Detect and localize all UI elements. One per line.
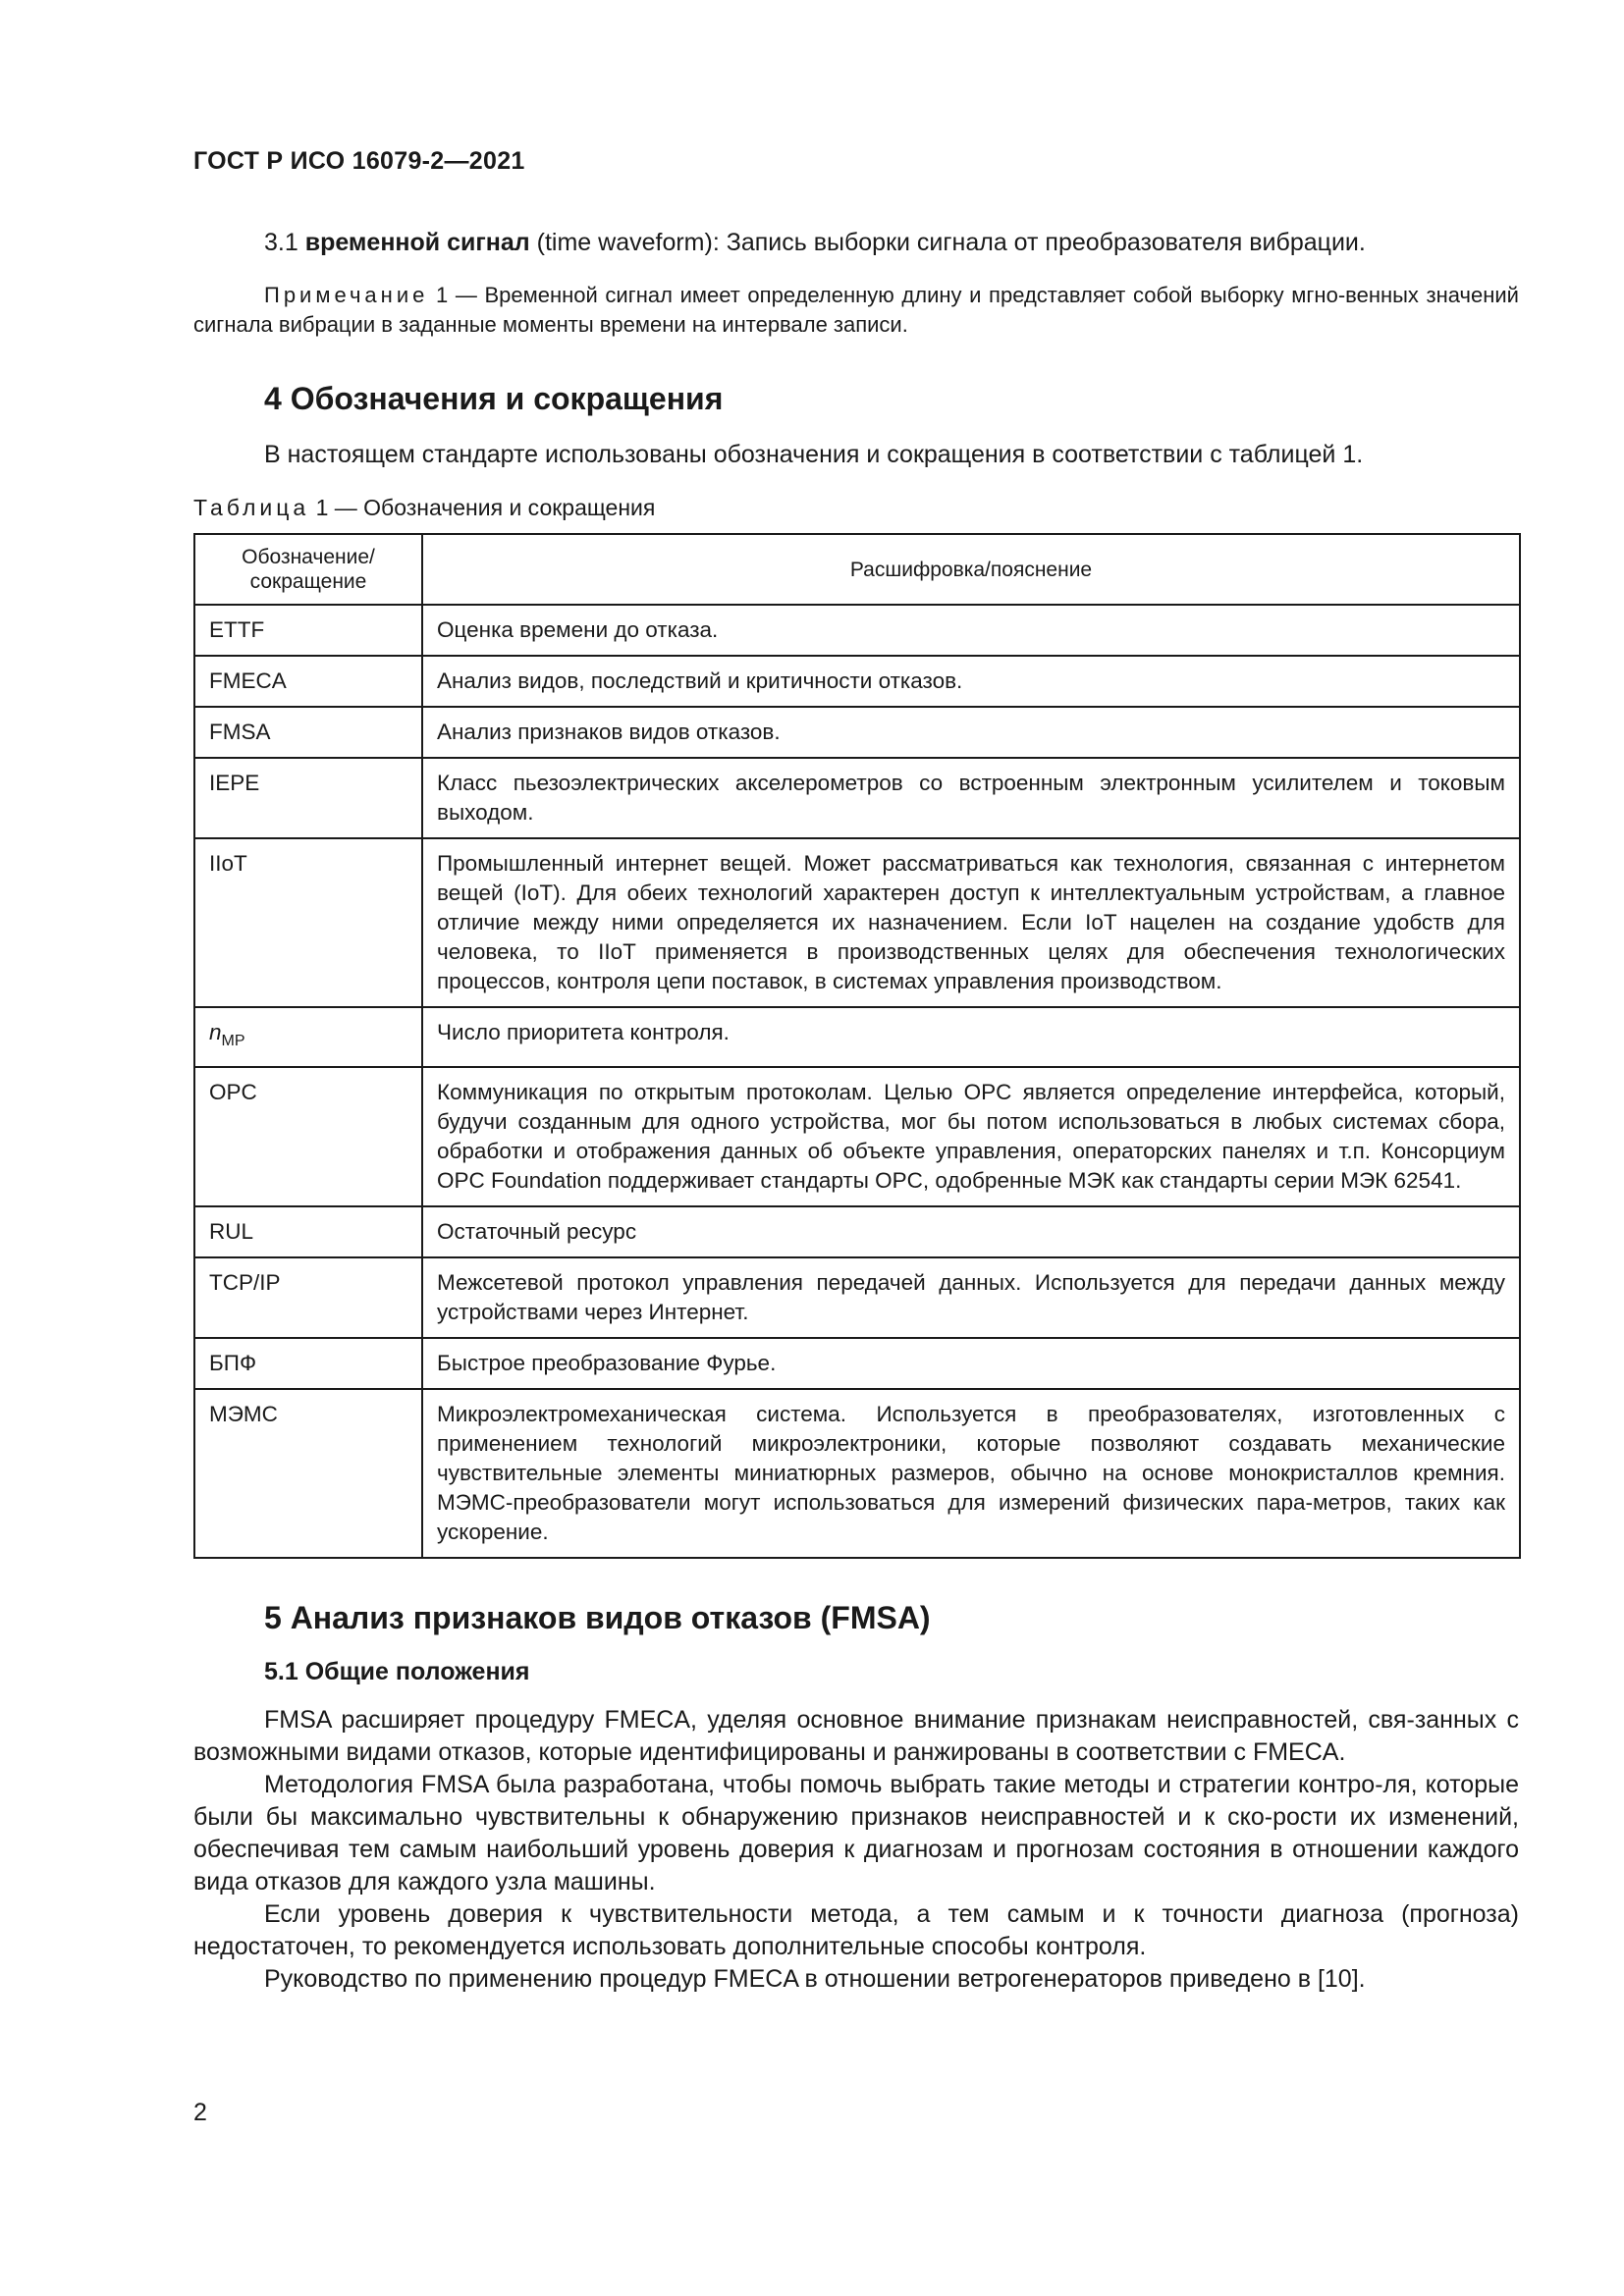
section-5-1-title: 5.1 Общие положения — [264, 1658, 530, 1685]
table-row — [194, 605, 1520, 656]
section-5-paragraph: Руководство по применению процедур FMECA в отношении ветрогенераторов приведено в [10]. — [264, 1965, 1366, 1993]
page-number: 2 — [193, 2099, 207, 2126]
abbr-cell: FMECA — [194, 656, 422, 707]
table-row — [194, 1389, 1520, 1558]
table-row — [194, 758, 1520, 838]
note-1 — [193, 281, 1519, 340]
abbr-cell: OPC — [194, 1067, 422, 1206]
desc-cell: Коммуникация по открытым протоколам. Целью OPC является определение интерфейса, который, будучи созданным для одного устройства, мог бы потом использоваться в любых системах сбора, обработки и отображения данных об объекте управления, операторских панелях и т.п. Консорциум OPC Foundation поддерживает стандарты OPC, одобренные МЭК как стандарты серии МЭК 62541. — [422, 1067, 1520, 1206]
abbr-cell: RUL — [194, 1206, 422, 1257]
desc-cell: Микроэлектромеханическая система. Используется в преобразователях, изготовленных с применением технологий микроэлектроники, которые позволяют создавать механические чувствительные элементы миниатюрных размеров, обычно на основе монокристаллов кремния. МЭМС-преобразователи могут использоваться для измерений физических пара-метров, таких как ускорение. — [422, 1389, 1520, 1558]
section-5-title: 5 Анализ признаков видов отказов (FMSA) — [264, 1600, 931, 1635]
desc-cell: Класс пьезоэлектрических акселерометров со встроенным электронным усилителем и токовым выходом. — [422, 758, 1520, 838]
term-definition: Запись выборки сигнала от преобразователя вибрации. — [726, 229, 1366, 256]
note-label: Примечание — [264, 283, 429, 307]
desc-cell: Анализ видов, последствий и критичности отказов. — [422, 656, 1520, 707]
desc-cell: Быстрое преобразование Фурье. — [422, 1338, 1520, 1389]
table-header-row — [194, 534, 1520, 605]
document-page — [193, 147, 1519, 1996]
term-english: (time waveform): — [536, 229, 720, 256]
desc-cell: Оценка времени до отказа. — [422, 605, 1520, 656]
table-row — [194, 1257, 1520, 1338]
desc-cell: Остаточный ресурс — [422, 1206, 1520, 1257]
abbreviations-table — [193, 533, 1521, 1559]
table-caption-label: Таблица — [193, 495, 310, 520]
table-row — [194, 1206, 1520, 1257]
header-explanation: Расшифровка/пояснение — [422, 534, 1520, 605]
section-5 — [193, 1600, 1519, 1996]
abbr-cell: МЭМС — [194, 1389, 422, 1558]
table-row — [194, 1338, 1520, 1389]
table-caption-text: 1 — Обозначения и сокращения — [315, 495, 656, 520]
section-4-intro: В настоящем стандарте использованы обозначения и сокращения в соответствии с таблицей 1. — [264, 441, 1364, 468]
note-text: — Временной сигнал имеет определенную длину и представляет собой выборку мгно-венных значений сигнала вибрации в заданные моменты времени на интервале записи. — [193, 283, 1519, 337]
abbr-cell: IEPE — [194, 758, 422, 838]
document-header: ГОСТ Р ИСО 16079-2—2021 — [193, 147, 525, 175]
abbr-main: n — [209, 1020, 222, 1044]
table-row — [194, 1067, 1520, 1206]
table-row — [194, 838, 1520, 1007]
abbr-cell: TCP/IP — [194, 1257, 422, 1338]
abbr-subscript: MP — [221, 1033, 245, 1049]
note-number: 1 — [435, 283, 449, 307]
abbr-cell: ETTF — [194, 605, 422, 656]
table-row — [194, 707, 1520, 758]
term-name: временной сигнал — [304, 229, 530, 256]
section-5-paragraph: Если уровень доверия к чувствительности метода, а тем самым и к точности диагноза (прогноза) недостаточен, то рекомендуется использовать дополнительные способы контроля. — [193, 1900, 1519, 1960]
desc-cell: Промышленный интернет вещей. Может рассматриваться как технология, связанная с интернетом вещей (IoT). Для обеих технологий характерен доступ к интеллектуальным устройствам, а главное отличие между ними определяется их назначением. Если IoT нацелен на создание удобств для человека, то IIoT применяется в производственных целях для обеспечения технологических процессов, контроля цепи поставок, в системах управления производством. — [422, 838, 1520, 1007]
section-5-paragraph: FMSA расширяет процедуру FMECA, уделяя основное внимание признакам неисправностей, свя-занных с возможными видами отказов, которые идентифицированы и ранжированы в соответствии с FMECA. — [193, 1706, 1519, 1766]
table-1-caption — [193, 495, 1519, 521]
header-abbreviation: Обозначение/ сокращение — [194, 534, 422, 605]
term-number: 3.1 — [264, 229, 298, 256]
term-3-1 — [193, 227, 1519, 259]
table-row — [194, 656, 1520, 707]
desc-cell: Число приоритета контроля. — [422, 1007, 1520, 1067]
abbr-cell: IIoT — [194, 838, 422, 1007]
desc-cell: Межсетевой протокол управления передачей данных. Используется для передачи данных между устройствами через Интернет. — [422, 1257, 1520, 1338]
section-5-paragraph: Методология FMSA была разработана, чтобы помочь выбрать такие методы и стратегии контро-ля, которые были бы максимально чувствительны к обнаружению признаков неисправностей и к ско-рости их изменений, обеспечивая тем самым наибольший уровень доверия к диагнозам и прогнозам состояния в отношении каждого вида отказов для каждого узла машины. — [193, 1771, 1519, 1896]
abbr-cell: FMSA — [194, 707, 422, 758]
abbr-cell — [194, 1007, 422, 1067]
desc-cell: Анализ признаков видов отказов. — [422, 707, 1520, 758]
section-4-title: 4 Обозначения и сокращения — [264, 381, 724, 416]
table-row — [194, 1007, 1520, 1067]
abbr-cell: БПФ — [194, 1338, 422, 1389]
